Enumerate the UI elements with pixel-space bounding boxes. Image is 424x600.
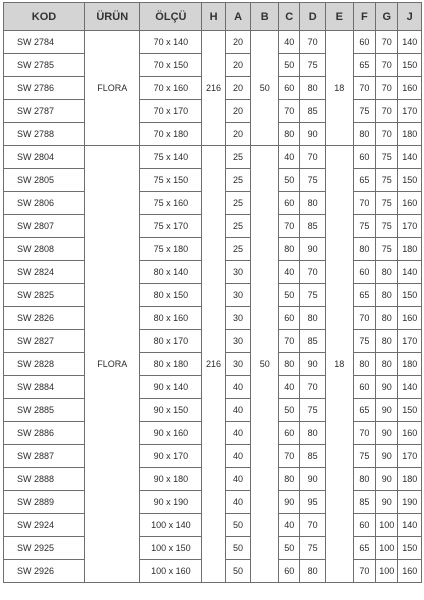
cell-g: 90 xyxy=(376,468,398,491)
cell-f: 80 xyxy=(353,468,375,491)
cell-olcu: 100 x 150 xyxy=(140,537,202,560)
cell-a: 50 xyxy=(225,560,251,583)
cell-kod: SW 2805 xyxy=(4,169,85,192)
cell-a: 20 xyxy=(225,31,251,54)
cell-olcu: 75 x 170 xyxy=(140,215,202,238)
table-body xyxy=(4,31,422,583)
cell-j: 160 xyxy=(398,307,422,330)
cell-olcu: 90 x 150 xyxy=(140,399,202,422)
cell-c: 40 xyxy=(279,376,300,399)
cell-d: 85 xyxy=(300,100,326,123)
cell-d: 75 xyxy=(300,537,326,560)
cell-a: 30 xyxy=(225,330,251,353)
cell-olcu: 75 x 150 xyxy=(140,169,202,192)
column-header-a: A xyxy=(225,3,251,31)
cell-olcu: 90 x 160 xyxy=(140,422,202,445)
cell-j: 140 xyxy=(398,146,422,169)
cell-f: 70 xyxy=(353,192,375,215)
cell-kod: SW 2888 xyxy=(4,468,85,491)
cell-d: 70 xyxy=(300,514,326,537)
cell-d: 75 xyxy=(300,54,326,77)
column-header-urun: ÜRÜN xyxy=(85,3,140,31)
cell-j: 150 xyxy=(398,54,422,77)
cell-d: 95 xyxy=(300,491,326,514)
cell-olcu: 70 x 180 xyxy=(140,123,202,146)
cell-d: 80 xyxy=(300,77,326,100)
cell-a: 20 xyxy=(225,100,251,123)
cell-c: 40 xyxy=(279,146,300,169)
cell-d: 85 xyxy=(300,330,326,353)
cell-d: 70 xyxy=(300,31,326,54)
cell-g: 70 xyxy=(376,123,398,146)
cell-kod: SW 2887 xyxy=(4,445,85,468)
cell-f: 70 xyxy=(353,560,375,583)
cell-j: 150 xyxy=(398,169,422,192)
cell-g: 90 xyxy=(376,445,398,468)
cell-f: 60 xyxy=(353,376,375,399)
cell-a: 25 xyxy=(225,146,251,169)
cell-olcu: 80 x 140 xyxy=(140,261,202,284)
cell-f: 60 xyxy=(353,146,375,169)
cell-f: 75 xyxy=(353,100,375,123)
cell-kod: SW 2788 xyxy=(4,123,85,146)
cell-j: 140 xyxy=(398,31,422,54)
cell-g: 90 xyxy=(376,491,398,514)
cell-kod: SW 2808 xyxy=(4,238,85,261)
cell-olcu: 70 x 140 xyxy=(140,31,202,54)
cell-urun: FLORA xyxy=(85,146,140,583)
cell-kod: SW 2826 xyxy=(4,307,85,330)
cell-g: 80 xyxy=(376,261,398,284)
cell-kod: SW 2925 xyxy=(4,537,85,560)
cell-c: 70 xyxy=(279,215,300,238)
column-header-d: D xyxy=(300,3,326,31)
cell-a: 20 xyxy=(225,77,251,100)
cell-kod: SW 2924 xyxy=(4,514,85,537)
cell-g: 100 xyxy=(376,514,398,537)
cell-h: 216 xyxy=(202,31,225,146)
cell-g: 100 xyxy=(376,560,398,583)
cell-j: 160 xyxy=(398,560,422,583)
column-header-e: E xyxy=(325,3,353,31)
cell-g: 75 xyxy=(376,215,398,238)
cell-j: 170 xyxy=(398,215,422,238)
cell-f: 75 xyxy=(353,215,375,238)
column-header-b: B xyxy=(251,3,279,31)
cell-g: 70 xyxy=(376,31,398,54)
cell-d: 90 xyxy=(300,238,326,261)
cell-j: 190 xyxy=(398,491,422,514)
header-row xyxy=(4,3,422,31)
cell-a: 30 xyxy=(225,284,251,307)
cell-kod: SW 2889 xyxy=(4,491,85,514)
cell-olcu: 90 x 180 xyxy=(140,468,202,491)
column-header-h: H xyxy=(202,3,225,31)
cell-olcu: 70 x 160 xyxy=(140,77,202,100)
cell-g: 80 xyxy=(376,353,398,376)
cell-j: 180 xyxy=(398,468,422,491)
cell-a: 40 xyxy=(225,376,251,399)
cell-a: 20 xyxy=(225,54,251,77)
cell-c: 70 xyxy=(279,100,300,123)
product-dimension-table xyxy=(3,2,422,583)
cell-j: 140 xyxy=(398,376,422,399)
cell-c: 80 xyxy=(279,238,300,261)
cell-olcu: 90 x 140 xyxy=(140,376,202,399)
cell-f: 80 xyxy=(353,238,375,261)
cell-c: 50 xyxy=(279,169,300,192)
cell-c: 60 xyxy=(279,307,300,330)
cell-d: 75 xyxy=(300,399,326,422)
cell-kod: SW 2926 xyxy=(4,560,85,583)
cell-g: 75 xyxy=(376,192,398,215)
cell-c: 40 xyxy=(279,514,300,537)
cell-kod: SW 2806 xyxy=(4,192,85,215)
cell-kod: SW 2886 xyxy=(4,422,85,445)
cell-j: 150 xyxy=(398,284,422,307)
cell-a: 50 xyxy=(225,514,251,537)
cell-a: 30 xyxy=(225,261,251,284)
cell-olcu: 80 x 160 xyxy=(140,307,202,330)
cell-c: 60 xyxy=(279,192,300,215)
cell-f: 85 xyxy=(353,491,375,514)
cell-a: 30 xyxy=(225,353,251,376)
cell-c: 60 xyxy=(279,422,300,445)
cell-f: 80 xyxy=(353,123,375,146)
cell-kod: SW 2786 xyxy=(4,77,85,100)
cell-j: 160 xyxy=(398,192,422,215)
cell-e: 18 xyxy=(325,146,353,583)
cell-f: 70 xyxy=(353,307,375,330)
cell-f: 70 xyxy=(353,422,375,445)
cell-f: 60 xyxy=(353,261,375,284)
column-header-kod: KOD xyxy=(4,3,85,31)
cell-urun: FLORA xyxy=(85,31,140,146)
cell-olcu: 80 x 170 xyxy=(140,330,202,353)
cell-a: 40 xyxy=(225,491,251,514)
cell-a: 40 xyxy=(225,422,251,445)
cell-d: 70 xyxy=(300,261,326,284)
cell-olcu: 100 x 140 xyxy=(140,514,202,537)
cell-g: 75 xyxy=(376,146,398,169)
cell-c: 50 xyxy=(279,284,300,307)
cell-f: 75 xyxy=(353,330,375,353)
column-header-f: F xyxy=(353,3,375,31)
cell-a: 25 xyxy=(225,215,251,238)
cell-f: 80 xyxy=(353,353,375,376)
cell-g: 80 xyxy=(376,307,398,330)
cell-d: 85 xyxy=(300,445,326,468)
cell-g: 90 xyxy=(376,376,398,399)
cell-c: 60 xyxy=(279,77,300,100)
cell-j: 160 xyxy=(398,422,422,445)
cell-d: 85 xyxy=(300,215,326,238)
cell-c: 40 xyxy=(279,261,300,284)
cell-kod: SW 2884 xyxy=(4,376,85,399)
cell-j: 180 xyxy=(398,123,422,146)
cell-olcu: 75 x 180 xyxy=(140,238,202,261)
cell-a: 40 xyxy=(225,445,251,468)
cell-j: 160 xyxy=(398,77,422,100)
cell-f: 65 xyxy=(353,399,375,422)
cell-olcu: 75 x 160 xyxy=(140,192,202,215)
cell-g: 80 xyxy=(376,284,398,307)
cell-olcu: 90 x 190 xyxy=(140,491,202,514)
cell-a: 40 xyxy=(225,468,251,491)
cell-olcu: 80 x 150 xyxy=(140,284,202,307)
cell-d: 80 xyxy=(300,560,326,583)
cell-f: 75 xyxy=(353,445,375,468)
cell-a: 25 xyxy=(225,192,251,215)
cell-olcu: 90 x 170 xyxy=(140,445,202,468)
table-row xyxy=(4,146,422,169)
cell-kod: SW 2828 xyxy=(4,353,85,376)
cell-f: 65 xyxy=(353,54,375,77)
cell-kod: SW 2804 xyxy=(4,146,85,169)
cell-kod: SW 2825 xyxy=(4,284,85,307)
cell-c: 70 xyxy=(279,330,300,353)
cell-c: 80 xyxy=(279,353,300,376)
cell-a: 20 xyxy=(225,123,251,146)
cell-g: 75 xyxy=(376,238,398,261)
column-header-olcu: ÖLÇÜ xyxy=(140,3,202,31)
cell-olcu: 75 x 140 xyxy=(140,146,202,169)
cell-c: 50 xyxy=(279,537,300,560)
cell-f: 60 xyxy=(353,514,375,537)
cell-d: 80 xyxy=(300,192,326,215)
cell-a: 30 xyxy=(225,307,251,330)
cell-b: 50 xyxy=(251,146,279,583)
cell-olcu: 70 x 150 xyxy=(140,54,202,77)
cell-olcu: 80 x 180 xyxy=(140,353,202,376)
cell-j: 150 xyxy=(398,537,422,560)
cell-f: 65 xyxy=(353,169,375,192)
column-header-j: J xyxy=(398,3,422,31)
cell-a: 25 xyxy=(225,238,251,261)
cell-f: 60 xyxy=(353,31,375,54)
cell-j: 150 xyxy=(398,399,422,422)
cell-g: 70 xyxy=(376,100,398,123)
cell-kod: SW 2784 xyxy=(4,31,85,54)
cell-j: 170 xyxy=(398,445,422,468)
cell-c: 50 xyxy=(279,399,300,422)
cell-g: 100 xyxy=(376,537,398,560)
column-header-g: G xyxy=(376,3,398,31)
cell-kod: SW 2787 xyxy=(4,100,85,123)
cell-d: 70 xyxy=(300,146,326,169)
cell-f: 65 xyxy=(353,284,375,307)
cell-c: 70 xyxy=(279,445,300,468)
cell-g: 70 xyxy=(376,77,398,100)
cell-c: 40 xyxy=(279,31,300,54)
cell-c: 90 xyxy=(279,491,300,514)
cell-d: 75 xyxy=(300,169,326,192)
cell-a: 40 xyxy=(225,399,251,422)
table-row xyxy=(4,31,422,54)
cell-j: 140 xyxy=(398,514,422,537)
cell-c: 80 xyxy=(279,468,300,491)
cell-g: 70 xyxy=(376,54,398,77)
cell-j: 180 xyxy=(398,353,422,376)
cell-kod: SW 2824 xyxy=(4,261,85,284)
cell-c: 50 xyxy=(279,54,300,77)
cell-g: 75 xyxy=(376,169,398,192)
cell-c: 80 xyxy=(279,123,300,146)
cell-d: 90 xyxy=(300,123,326,146)
cell-kod: SW 2807 xyxy=(4,215,85,238)
cell-d: 90 xyxy=(300,468,326,491)
cell-f: 70 xyxy=(353,77,375,100)
cell-g: 80 xyxy=(376,330,398,353)
cell-olcu: 100 x 160 xyxy=(140,560,202,583)
cell-a: 25 xyxy=(225,169,251,192)
column-header-c: C xyxy=(279,3,300,31)
cell-j: 170 xyxy=(398,100,422,123)
cell-c: 60 xyxy=(279,560,300,583)
cell-b: 50 xyxy=(251,31,279,146)
cell-g: 90 xyxy=(376,399,398,422)
cell-kod: SW 2827 xyxy=(4,330,85,353)
cell-kod: SW 2885 xyxy=(4,399,85,422)
cell-h: 216 xyxy=(202,146,225,583)
cell-j: 180 xyxy=(398,238,422,261)
cell-g: 90 xyxy=(376,422,398,445)
cell-j: 140 xyxy=(398,261,422,284)
cell-d: 80 xyxy=(300,422,326,445)
cell-d: 70 xyxy=(300,376,326,399)
cell-a: 50 xyxy=(225,537,251,560)
cell-olcu: 70 x 170 xyxy=(140,100,202,123)
cell-e: 18 xyxy=(325,31,353,146)
cell-j: 170 xyxy=(398,330,422,353)
cell-f: 65 xyxy=(353,537,375,560)
cell-d: 75 xyxy=(300,284,326,307)
cell-kod: SW 2785 xyxy=(4,54,85,77)
cell-d: 90 xyxy=(300,353,326,376)
cell-d: 80 xyxy=(300,307,326,330)
